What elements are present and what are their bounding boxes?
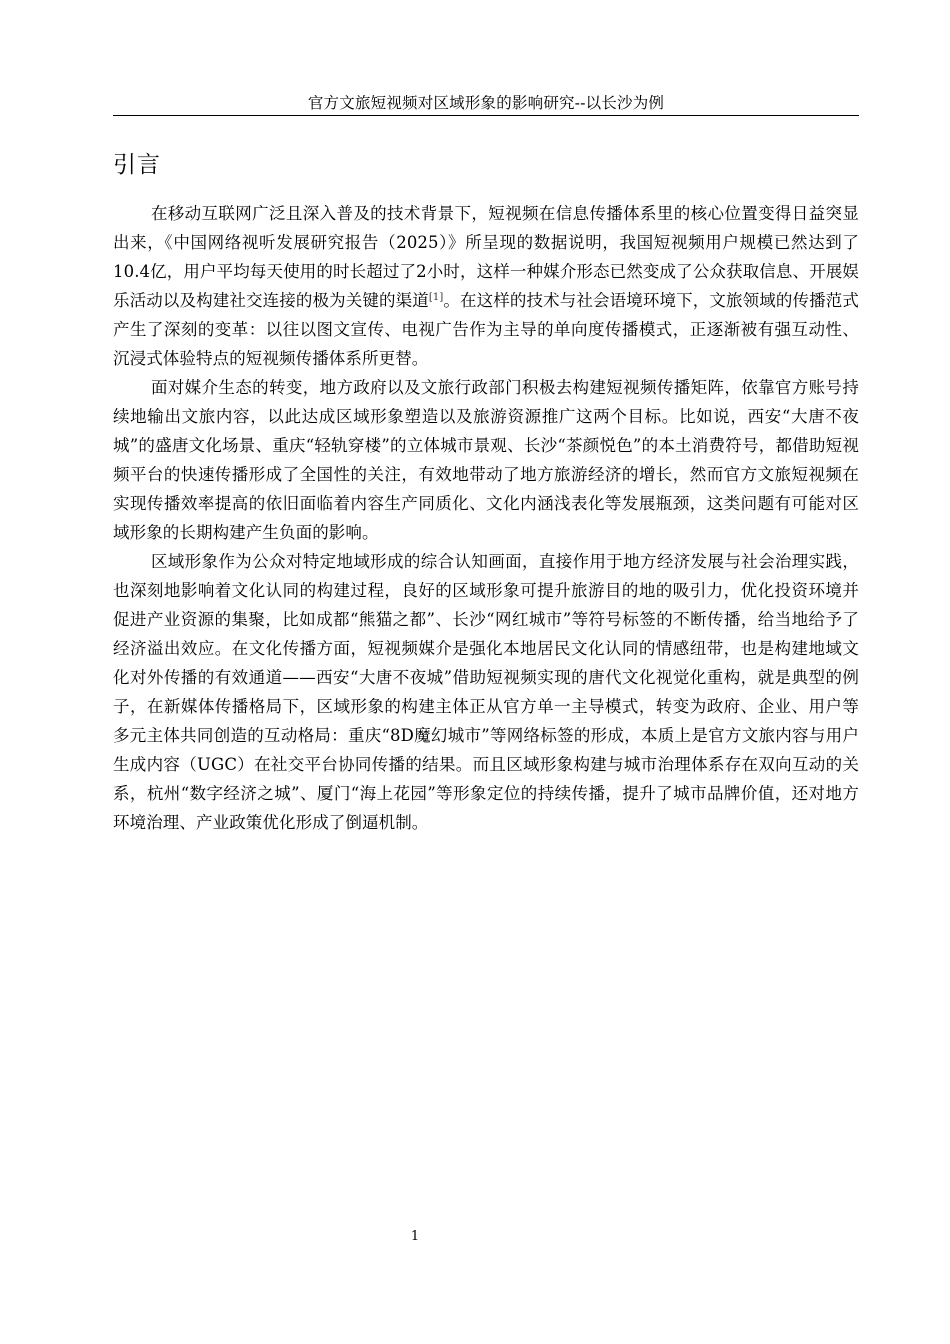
page-number: 1: [410, 1229, 420, 1244]
running-header: 官方文旅短视频对区域形象的影响研究--以长沙为例: [307, 94, 665, 112]
citation-marker[interactable]: [1]: [428, 292, 444, 303]
section-heading: 引言: [113, 152, 161, 178]
paragraph-1: [113, 199, 859, 373]
paragraph-2: 面对媒介生态的转变，地方政府以及文旅行政部门积极去构建短视频传播矩阵，依靠官方账号持续地输出文旅内容，以此达成区域形象塑造以及旅游资源推广这两个目标。比如说，西安“大唐不夜城”的盛唐文化场景、重庆“轻轨穿楼”的立体城市景观、长沙“茶颜悦色”的本土消费符号，都借助短视频平台的快速传播形成了全国性的关注，有效地带动了地方旅游经济的增长，然而官方文旅短视频在实现传播效率提高的依旧面临着内容生产同质化、文化内涵浅表化等发展瓶颈，这类问题有可能对区域形象的长期构建产生负面的影响。: [113, 378, 859, 542]
paragraph-1-continuation: 。在这样的技术与社会语境环境下，文旅领域的传播范式产生了深刻的变革：以往以图文宣传、电视广告作为主导的单向度传播模式，正逐渐被有强互动性、沉浸式体验特点的短视频传播体系所更替。: [113, 291, 859, 368]
header-rule: [113, 115, 859, 116]
paragraph-3: 区域形象作为公众对特定地域形成的综合认知画面，直接作用于地方经济发展与社会治理实践，也深刻地影响着文化认同的构建过程，良好的区域形象可提升旅游目的地的吸引力，优化投资环境并促进产业资源的集聚，比如成都“熊猫之都”、长沙“网红城市”等符号标签的不断传播，给当地给予了经济溢出效应。在文化传播方面，短视频媒介是强化本地居民文化认同的情感纽带，也是构建地域文化对外传播的有效通道——西安“大唐不夜城”借助短视频实现的唐代文化视觉化重构，就是典型的例子，在新媒体传播格局下，区域形象的构建主体正从官方单一主导模式，转变为政府、企业、用户等多元主体共同创造的互动格局：重庆“8D魔幻城市”等网络标签的形成，本质上是官方文旅内容与用户生成内容（UGC）在社交平台协同传播的结果。而且区域形象构建与城市治理体系存在双向互动的关系，杭州“数字经济之城”、厦门“海上花园”等形象定位的持续传播，提升了城市品牌价值，还对地方环境治理、产业政策优化形成了倒逼机制。: [113, 552, 859, 832]
paragraph-1-text: 在移动互联网广泛且深入普及的技术背景下，短视频在信息传播体系里的核心位置变得日益突显出来，《中国网络视听发展研究报告（2025）》所呈现的数据说明，我国短视频用户规模已然达到了10.4亿，用户平均每天使用的时长超过了2小时，这样一种媒介形态已然变成了公众获取信息、开展娱乐活动以及构建社交连接的极为关键的渠道: [113, 204, 859, 310]
body-text: [113, 199, 859, 837]
